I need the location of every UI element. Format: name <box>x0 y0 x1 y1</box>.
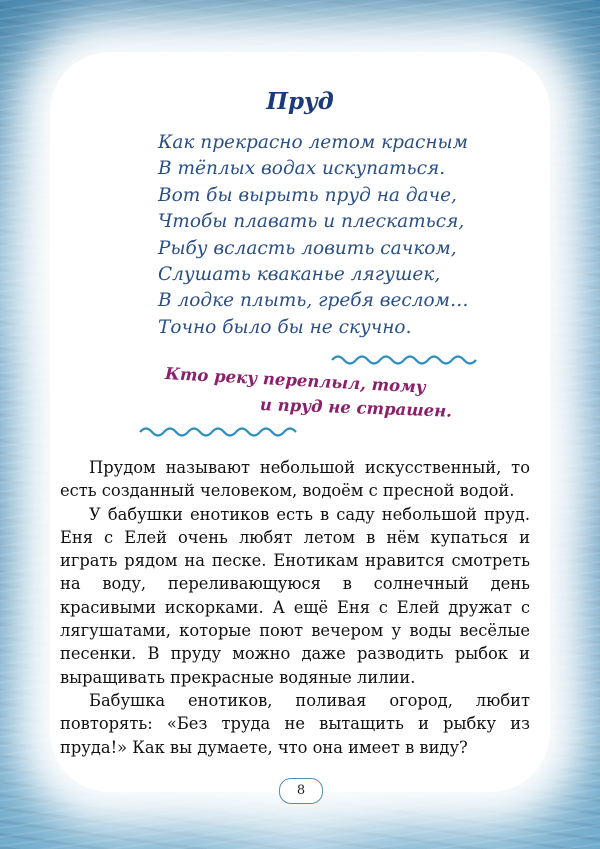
poem <box>158 130 469 341</box>
proverb-line-1: Кто реку переплыл, тому <box>164 364 427 397</box>
poem-line: Точно было бы не скучно. <box>158 316 412 338</box>
poem-line: В тёплых водах искупаться. <box>158 158 446 180</box>
poem-line: Слушать кваканье лягушек, <box>158 264 441 286</box>
page-title: Пруд <box>266 88 334 115</box>
paragraph: У бабушки енотиков есть в саду небольшой пруд. Еня с Елей очень любят летом в нём купаться и играть рядом на песке. Енотикам нравится смотреть на воду, переливающуюся в солнечный день красивыми искорками. А ещё Еня с Елей дружат с лягушатами, которые поют вечером у воды весёлые песенки. В пруду можно даже разводить рыбок и выращивать прекрасные водяные лилии. <box>60 504 530 687</box>
page-number: 8 <box>279 778 323 804</box>
wave-divider-bottom <box>138 424 298 438</box>
proverb-line-2: и пруд не страшен. <box>259 395 453 421</box>
poem-line: Вот бы вырыть пруд на даче, <box>158 184 457 206</box>
poem-line: Рыбу всласть ловить сачком, <box>158 237 457 259</box>
poem-line: В лодке плыть, гребя веслом… <box>158 290 469 312</box>
paragraph: Бабушка енотиков, поливая огород, любит повторять: «Без труда не вытащить и рыбку из пруда!» Как вы думаете, что она имеет в виду? <box>60 690 530 757</box>
poem-line: Чтобы плавать и плескаться, <box>158 211 465 233</box>
poem-line: Как прекрасно летом красным <box>158 132 468 153</box>
paragraph: Прудом называют небольшой искусственный, то есть созданный человеком, водоём с пресной водой. <box>60 458 530 501</box>
wave-divider-top <box>330 352 480 366</box>
article-text <box>60 456 530 759</box>
